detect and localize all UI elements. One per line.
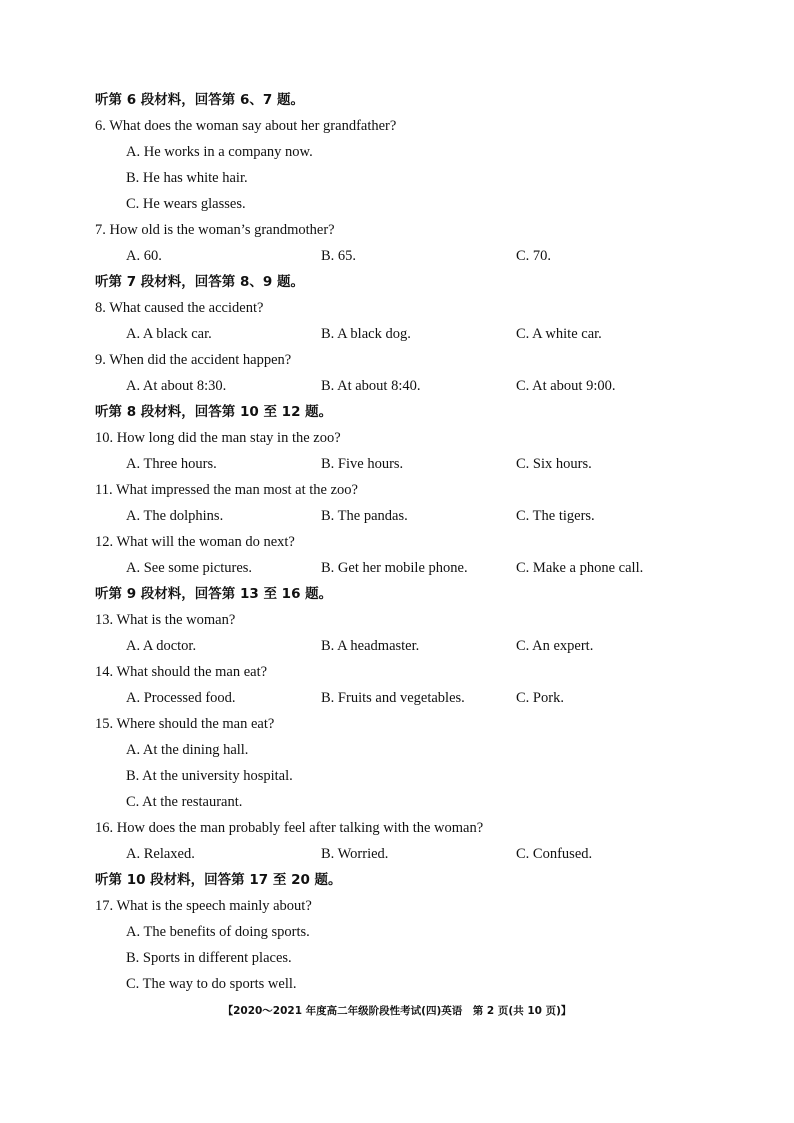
q8-option-a: A. A black car. bbox=[126, 326, 212, 342]
q11-option-c: C. The tigers. bbox=[516, 508, 595, 524]
q15-option-c: C. At the restaurant. bbox=[126, 794, 243, 810]
q15-option-a: A. At the dining hall. bbox=[126, 742, 249, 758]
question-15: 15. Where should the man eat? bbox=[95, 716, 275, 732]
q10-option-c: C. Six hours. bbox=[516, 456, 592, 472]
section-heading: 听第 8 段材料，回答第 10 至 12 题。 bbox=[95, 404, 333, 420]
q12-option-b: B. Get her mobile phone. bbox=[321, 560, 468, 576]
q10-option-a: A. Three hours. bbox=[126, 456, 217, 472]
q6-option-a: A. He works in a company now. bbox=[126, 144, 313, 160]
section-heading: 听第 7 段材料，回答第 8、9 题。 bbox=[95, 274, 304, 290]
question-17: 17. What is the speech mainly about? bbox=[95, 898, 312, 914]
question-16: 16. How does the man probably feel after talking with the woman? bbox=[95, 820, 484, 836]
q14-option-c: C. Pork. bbox=[516, 690, 564, 706]
q15-option-b: B. At the university hospital. bbox=[126, 768, 293, 784]
q7-option-b: B. 65. bbox=[321, 248, 357, 264]
q13-option-a: A. A doctor. bbox=[126, 638, 197, 654]
q17-option-a: A. The benefits of doing sports. bbox=[126, 924, 310, 940]
q13-option-c: C. An expert. bbox=[516, 638, 594, 654]
section-heading: 听第 9 段材料，回答第 13 至 16 题。 bbox=[95, 586, 333, 602]
q7-option-a: A. 60. bbox=[126, 248, 162, 264]
q13-option-b: B. A headmaster. bbox=[321, 638, 420, 654]
q11-option-b: B. The pandas. bbox=[321, 508, 408, 524]
question-7: 7. How old is the woman’s grandmother? bbox=[95, 222, 335, 238]
q14-option-b: B. Fruits and vegetables. bbox=[321, 690, 465, 706]
q6-option-b: B. He has white hair. bbox=[126, 170, 248, 186]
q6-option-c: C. He wears glasses. bbox=[126, 196, 246, 212]
question-11: 11. What impressed the man most at the zoo? bbox=[95, 482, 358, 498]
question-14: 14. What should the man eat? bbox=[95, 664, 268, 680]
q8-option-b: B. A black dog. bbox=[321, 326, 411, 342]
section-heading: 听第 6 段材料，回答第 6、7 题。 bbox=[95, 92, 304, 108]
section-heading: 听第 10 段材料，回答第 17 至 20 题。 bbox=[95, 872, 342, 888]
q9-option-b: B. At about 8:40. bbox=[321, 378, 421, 394]
q9-option-a: A. At about 8:30. bbox=[126, 378, 227, 394]
q17-option-b: B. Sports in different places. bbox=[126, 950, 292, 966]
question-10: 10. How long did the man stay in the zoo? bbox=[95, 430, 341, 446]
q9-option-c: C. At about 9:00. bbox=[516, 378, 616, 394]
q12-option-a: A. See some pictures. bbox=[126, 560, 253, 576]
q17-option-c: C. The way to do sports well. bbox=[126, 976, 297, 992]
page-footer: 【2020～2021 年度高二年级阶段性考试(四)英语 第 2 页(共 10 页)】 bbox=[222, 1005, 572, 1017]
q11-option-a: A. The dolphins. bbox=[126, 508, 224, 524]
q14-option-a: A. Processed food. bbox=[126, 690, 236, 706]
q12-option-c: C. Make a phone call. bbox=[516, 560, 644, 576]
q16-option-c: C. Confused. bbox=[516, 846, 593, 862]
question-6: 6. What does the woman say about her grandfather? bbox=[95, 118, 397, 134]
question-9: 9. When did the accident happen? bbox=[95, 352, 292, 368]
q7-option-c: C. 70. bbox=[516, 248, 552, 264]
q16-option-a: A. Relaxed. bbox=[126, 846, 195, 862]
q10-option-b: B. Five hours. bbox=[321, 456, 404, 472]
q16-option-b: B. Worried. bbox=[321, 846, 389, 862]
question-12: 12. What will the woman do next? bbox=[95, 534, 295, 550]
question-8: 8. What caused the accident? bbox=[95, 300, 264, 316]
q8-option-c: C. A white car. bbox=[516, 326, 602, 342]
question-13: 13. What is the woman? bbox=[95, 612, 236, 628]
